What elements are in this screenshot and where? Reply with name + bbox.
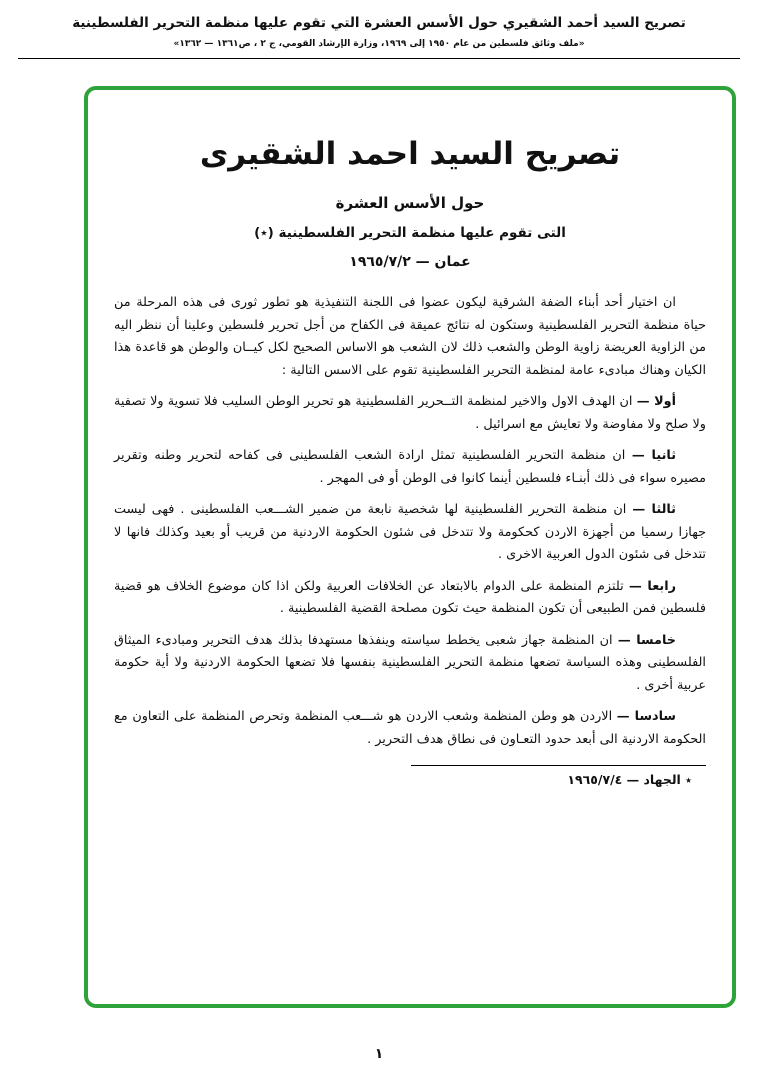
paragraph-text: ان الهدف الاول والاخير لمنظمة التــحرير الفلسطينية هو تحرير الوطن السليب فلا تسوية ولا تصفية ولا صلح ولا مفاوضة ولا تعايش مع اسرائيل . bbox=[114, 394, 706, 432]
paragraph-text: تلتزم المنظمة على الدوام بالابتعاد عن الخلافات العربية ولكن اذا كان موضوع الخلاف هو قضية فلسطين فمن الطبيعى أن تكون المنظمة حيث تكون مصلحة القضية الفلسطينية . bbox=[114, 578, 706, 616]
footnote bbox=[114, 765, 706, 787]
document-subtitle-1: حول الأسس العشرة bbox=[335, 194, 485, 212]
paragraph-lead: ثانيا — bbox=[631, 448, 676, 463]
paragraph-text: ان منظمة التحرير الفلسطينية تمثل ارادة الشعب الفلسطينى فى كفاحه لتحرير وطنه وتقرير مصيره سواء فى ذلك أبنـاء فلسطين أينما كانوا فى الوطن أو فى المهجر . bbox=[114, 448, 706, 486]
paragraph-lead: سادسا — bbox=[616, 709, 676, 724]
paragraph-lead: ثالثا — bbox=[632, 502, 676, 517]
paragraph-lead: أولا — bbox=[636, 394, 677, 409]
paragraph-second bbox=[114, 445, 706, 490]
paragraph-sixth bbox=[114, 706, 706, 751]
paragraph-text: ان منظمة التحرير الفلسطينية لها شخصية نابعة من ضمير الشـــعب الفلسطينى . فهى ليست جهازا رسميا من أجهزة الاردن كحكومة ولا تتدخل فى شئون الحكومة الاردنية من قريب أو بعيد وكذلك فانها لا تتدخل فى شئون الدول العربية الاخرى . bbox=[114, 502, 706, 562]
footnote-divider bbox=[411, 765, 706, 766]
document-title: تصريح السيد احمد الشقيرى bbox=[199, 136, 621, 172]
paragraph-text: الاردن هو وطن المنظمة وشعب الاردن هو شـــعب المنظمة وتحرص المنظمة على التعاون مع الحكومة الاردنية الى أبعد حدود التعـاون فى نطاق هدف التحرير . bbox=[114, 709, 706, 747]
paragraph-text: ان المنظمة جهاز شعبى يخطط سياسته وينفذها مستهدفا بذلك هدف التحرير ومبادىء الميثاق الفلسطينى وهذه السياسة تضعها منظمة التحرير الفلسطينية بنفسها فلا تضعها الحكومة الاردنية ولا أية حكومة عربية أخرى . bbox=[114, 632, 706, 693]
paragraph-fifth bbox=[114, 630, 706, 698]
paragraph-lead: خامسا — bbox=[617, 632, 676, 648]
paragraph-lead: رابعا — bbox=[628, 578, 676, 594]
paragraph-first bbox=[114, 391, 706, 436]
footnote-text: ٭ الجهاد — ١٩٦٥/٧/٤ bbox=[567, 772, 692, 787]
header-title: تصريح السيد أحمد الشقيري حول الأسس العشرة التي تقوم عليها منظمة التحرير الفلسطينية bbox=[72, 15, 686, 31]
paragraph-intro bbox=[114, 292, 706, 382]
header-source-citation: «ملف وثائق فلسطين من عام ١٩٥٠ إلى ١٩٦٩، وزارة الإرشاد القومي، ج ٢ ، ص١٣٦١ — ١٣٦٢» bbox=[173, 39, 585, 49]
document-subtitle-2: التى تقوم عليها منظمة التحرير الفلسطينية (٭) bbox=[254, 225, 566, 241]
paragraph-third bbox=[114, 499, 706, 567]
page-number: ١ bbox=[374, 1046, 384, 1062]
document-dateline: عمان — ١٩٦٥/٧/٢ bbox=[349, 254, 471, 270]
paragraph-text: ان اختيار أحد أبناء الضفة الشرقية ليكون عضوا فى اللجنة التنفيذية هو تطور ثورى فى هذه المرحلة من حياة منظمة التحرير الفلسطينية وستكون له نتائج عميقة فى الكفاح من أجل تحرير فلسطين وعلينا أن ننظر اليه من الزاوية العريضة زاوية الوطن والشعب ذلك لان الشعب هو الاساس الصحيح لكل كيــان والوطن هو قاعدة هذا الكيان وهناك مبادىء عامة لمنظمة التحرير الفلسطينية تقوم على الاسس التالية : bbox=[114, 295, 706, 378]
page-header bbox=[0, 0, 758, 49]
document-frame bbox=[84, 86, 736, 1008]
header-divider bbox=[18, 58, 740, 59]
document-body bbox=[114, 292, 706, 751]
paragraph-fourth bbox=[114, 576, 706, 621]
